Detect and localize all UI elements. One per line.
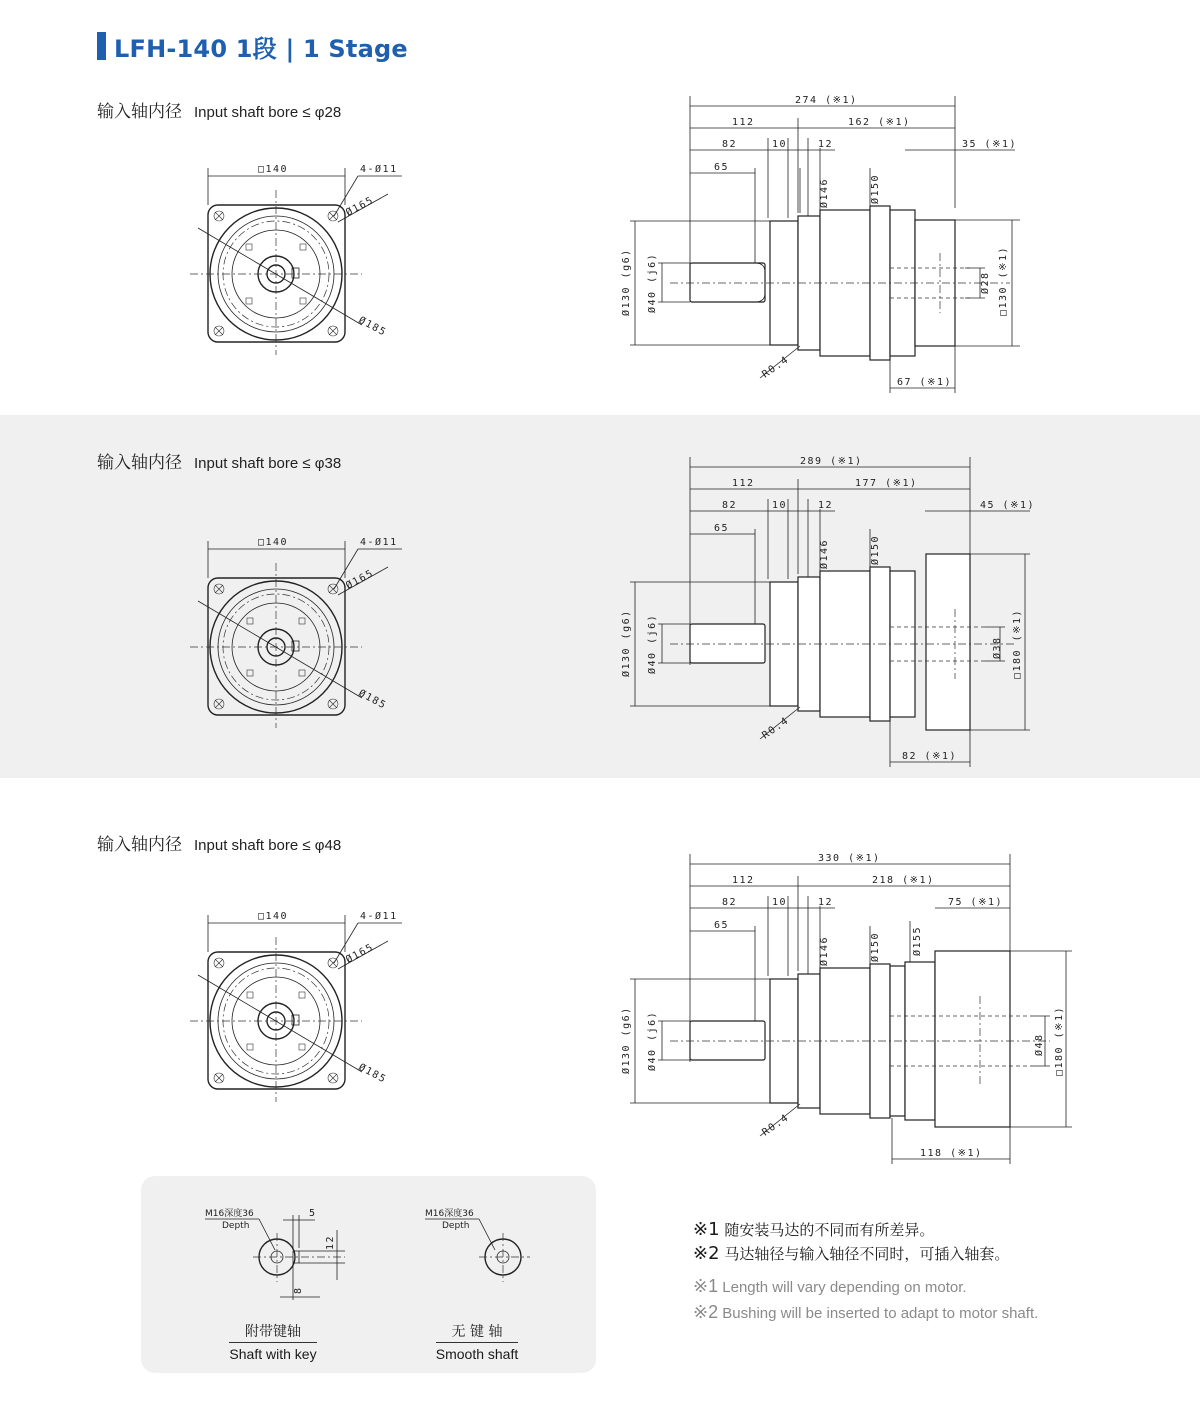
front-view-3 — [190, 897, 420, 1107]
dim-square: □140 — [258, 164, 289, 175]
section-2-label — [97, 448, 341, 473]
note-cn-1: ※1 随安装马达的不同而有所差异。 — [693, 1219, 935, 1240]
keyed-en: Shaft with key — [229, 1342, 316, 1364]
dim-pcd: Ø165 — [344, 194, 376, 219]
dim-holes: 4-Ø11 — [360, 537, 398, 548]
dim-pcd: Ø165 — [344, 567, 376, 592]
dim-82: 82 — [722, 500, 738, 511]
dim-rest: 218 (※1) — [872, 875, 935, 886]
dim-bore: Ø38 — [992, 636, 1003, 659]
dim-12: 12 — [818, 897, 834, 908]
dim-146: Ø146 — [819, 177, 830, 208]
smooth-en: Smooth shaft — [436, 1342, 519, 1364]
smooth-shaft-diagram — [415, 1200, 555, 1310]
label-cn: 输入轴内径 — [97, 102, 182, 122]
note-en-2: ※2 Bushing will be inserted to adapt to motor shaft. — [693, 1302, 1039, 1322]
keyed-d5: 5 — [309, 1208, 317, 1219]
dim-65: 65 — [714, 920, 730, 931]
dim-112: 112 — [732, 875, 755, 886]
dim-65: 65 — [714, 523, 730, 534]
dim-146: Ø146 — [819, 935, 830, 966]
keyed-d8: 8 — [293, 1286, 304, 1294]
dim-outer: Ø185 — [356, 314, 389, 339]
dim-outer: Ø185 — [356, 687, 389, 712]
dim-82: 82 — [722, 139, 738, 150]
dim-40: Ø40 (j6) — [647, 1010, 658, 1071]
keyed-shaft-diagram — [195, 1200, 355, 1310]
dim-10: 10 — [772, 897, 788, 908]
side-view-1 — [610, 88, 1050, 398]
page-title — [97, 30, 408, 62]
dim-flange: 35 (※1) — [962, 139, 1018, 150]
dim-r: R0.4 — [760, 354, 792, 381]
dim-82: 82 — [722, 897, 738, 908]
note-en-1: ※1 Length will vary depending on motor. — [693, 1276, 967, 1296]
dim-112: 112 — [732, 117, 755, 128]
dim-130: Ø130 (g6) — [621, 248, 632, 316]
dim-flange: 45 (※1) — [980, 500, 1036, 511]
dim-bottom: 82 (※1) — [902, 751, 958, 762]
dim-146: Ø146 — [819, 538, 830, 569]
dim-rest: 177 (※1) — [855, 478, 918, 489]
front-view-2 — [190, 523, 420, 733]
title-text: LFH-140 1段 | 1 Stage — [114, 34, 408, 63]
keyed-d12: 12 — [325, 1234, 336, 1250]
footnotes — [693, 1218, 1038, 1326]
dim-pcd: Ø165 — [344, 941, 376, 966]
smooth-thread: M16深度36 — [425, 1209, 474, 1219]
dim-150: Ø150 — [870, 173, 881, 204]
title-accent-bar — [97, 32, 106, 60]
dim-holes: 4-Ø11 — [360, 911, 398, 922]
section-3-label — [97, 830, 341, 855]
section-1-label — [97, 97, 341, 122]
dim-rest: 162 (※1) — [848, 117, 911, 128]
dim-130: Ø130 (g6) — [621, 1006, 632, 1074]
dim-10: 10 — [772, 139, 788, 150]
smooth-cn: 无 键 轴 — [451, 1324, 503, 1340]
note-cn-2: ※2 马达轴径与输入轴径不同时，可插入轴套。 — [693, 1243, 1010, 1264]
front-view-1 — [190, 150, 420, 360]
smooth-shaft-caption — [407, 1322, 547, 1365]
side-view-2 — [610, 449, 1050, 769]
keyed-shaft-caption — [203, 1322, 343, 1365]
dim-150: Ø150 — [870, 931, 881, 962]
keyed-cn: 附带键轴 — [245, 1324, 301, 1340]
dim-40: Ø40 (j6) — [647, 613, 658, 674]
keyed-depth: Depth — [222, 1221, 250, 1231]
smooth-depth: Depth — [442, 1221, 470, 1231]
dim-10: 10 — [772, 500, 788, 511]
dim-40: Ø40 (j6) — [647, 252, 658, 313]
dim-130: Ø130 (g6) — [621, 609, 632, 677]
dim-square: □140 — [258, 537, 289, 548]
dim-12: 12 — [818, 139, 834, 150]
dim-motor: □180 (※1) — [1012, 608, 1023, 679]
dim-motor: □130 (※1) — [998, 245, 1009, 316]
dim-bore: Ø28 — [980, 271, 991, 294]
label-cn: 输入轴内径 — [97, 835, 182, 855]
dim-r: R0.4 — [760, 1112, 792, 1139]
label-en: Input shaft bore ≤ φ48 — [194, 837, 342, 854]
dim-155: Ø155 — [912, 925, 923, 956]
dim-112: 112 — [732, 478, 755, 489]
label-en: Input shaft bore ≤ φ38 — [194, 455, 342, 472]
dim-65: 65 — [714, 162, 730, 173]
keyed-thread: M16深度36 — [205, 1209, 254, 1219]
dim-150: Ø150 — [870, 534, 881, 565]
label-en: Input shaft bore ≤ φ28 — [194, 104, 342, 121]
dim-total: 289 (※1) — [800, 456, 863, 467]
side-view-3 — [610, 846, 1080, 1166]
dim-square: □140 — [258, 911, 289, 922]
dim-r: R0.4 — [760, 715, 792, 742]
dim-flange: 75 (※1) — [948, 897, 1004, 908]
dim-holes: 4-Ø11 — [360, 164, 398, 175]
dim-bore: Ø48 — [1034, 1033, 1045, 1056]
dim-total: 274 (※1) — [795, 95, 858, 106]
dim-outer: Ø185 — [356, 1061, 389, 1086]
dim-12: 12 — [818, 500, 834, 511]
dim-motor: □180 (※1) — [1054, 1005, 1065, 1076]
dim-bottom: 67 (※1) — [897, 377, 953, 388]
dim-bottom: 118 (※1) — [920, 1148, 983, 1159]
dim-total: 330 (※1) — [818, 853, 881, 864]
label-cn: 输入轴内径 — [97, 453, 182, 473]
